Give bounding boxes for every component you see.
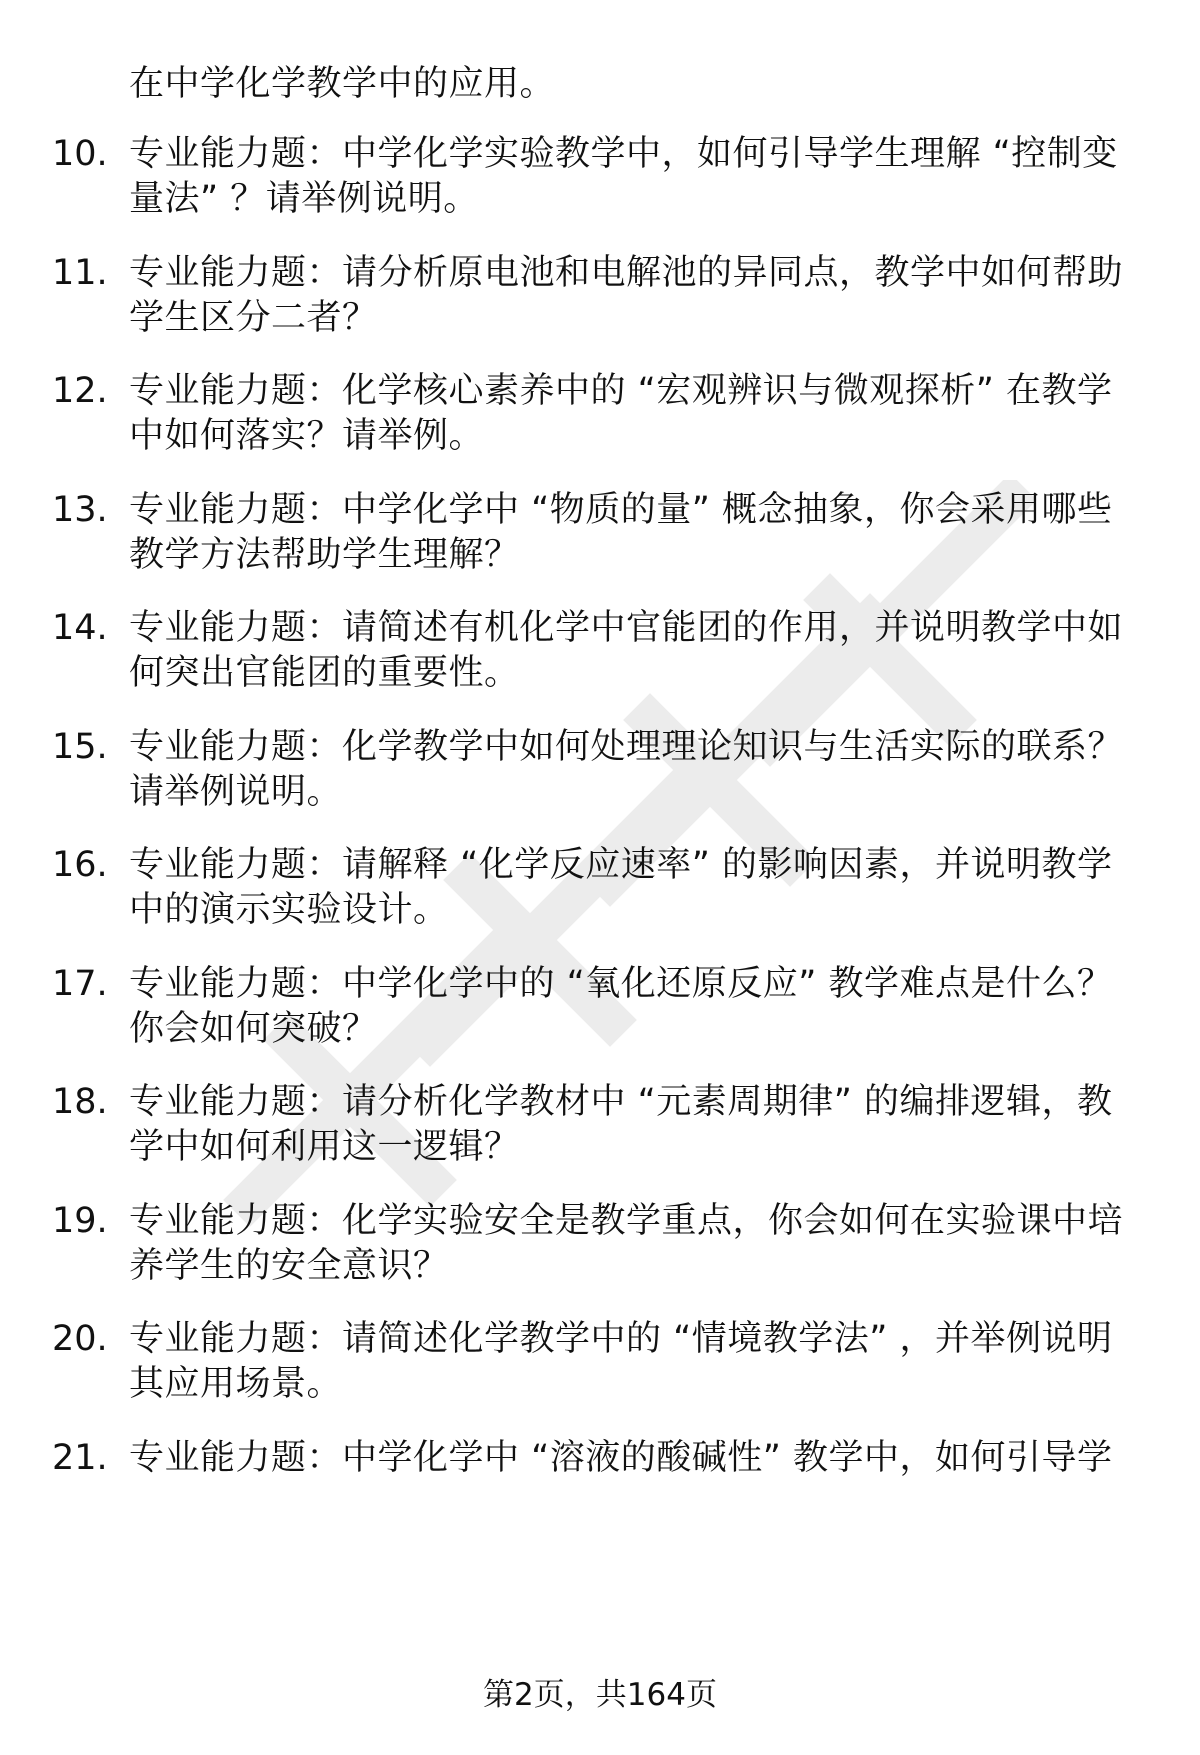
question-text-line-1: 专业能力题：化学教学中如何处理理论知识与生活实际的联系？ [129, 727, 1124, 767]
question-text-line-2: 学生区分二者？ [129, 298, 378, 338]
question-text-line-2: 请举例说明。 [129, 772, 343, 812]
question-text-line-2: 中的演示实验设计。 [129, 890, 449, 930]
question-text-line-2: 养学生的安全意识？ [129, 1246, 449, 1286]
question-text-line-2: 你会如何突破？ [129, 1009, 378, 1049]
question-text-line-2: 量法” ？请举例说明。 [129, 179, 479, 219]
question-text-line-2: 中如何落实？请举例。 [129, 416, 485, 456]
question-text-line-1: 专业能力题：中学化学实验教学中，如何引导学生理解 “控制变 [129, 134, 1118, 174]
question-text-line-1: 专业能力题：请解释 “化学反应速率” 的影响因素，并说明教学 [129, 845, 1113, 885]
question-text-line-2: 何突出官能团的重要性。 [129, 653, 520, 693]
continuation-text: 在中学化学教学中的应用。 [129, 64, 556, 104]
page-footer: 第2页，共164页 [483, 1677, 717, 1713]
question-number: 12. [52, 371, 108, 411]
question-number: 14. [52, 608, 108, 648]
question-text-line-1: 专业能力题：化学核心素养中的 “宏观辨识与微观探析” 在教学 [129, 371, 1113, 411]
question-number: 15. [52, 727, 108, 767]
question-number: 16. [52, 845, 108, 885]
question-text-line-1: 专业能力题：中学化学中 “物质的量” 概念抽象，你会采用哪些 [129, 490, 1113, 530]
question-number: 13. [52, 490, 108, 530]
question-text-line-2: 教学方法帮助学生理解？ [129, 535, 520, 575]
question-text-line-1: 专业能力题：请分析化学教材中 “元素周期律” 的编排逻辑，教 [129, 1082, 1113, 1122]
question-number: 10. [52, 134, 108, 174]
question-number: 19. [52, 1201, 108, 1241]
question-text-line-2: 学中如何利用这一逻辑？ [129, 1127, 520, 1167]
question-text-line-1: 专业能力题：中学化学中 “溶液的酸碱性” 教学中，如何引导学 [129, 1438, 1113, 1478]
question-text-line-1: 专业能力题：化学实验安全是教学重点，你会如何在实验课中培 [129, 1201, 1124, 1241]
question-text-line-1: 专业能力题：请简述化学教学中的 “情境教学法” ，并举例说明 [129, 1319, 1113, 1359]
question-text-line-1: 专业能力题：中学化学中的 “氧化还原反应” 教学难点是什么？ [129, 964, 1113, 1004]
question-number: 18. [52, 1082, 108, 1122]
question-text-line-1: 专业能力题：请简述有机化学中官能团的作用，并说明教学中如 [129, 608, 1124, 648]
question-number: 11. [52, 253, 108, 293]
question-number: 17. [52, 964, 108, 1004]
question-number: 20. [52, 1319, 108, 1359]
question-text-line-1: 专业能力题：请分析原电池和电解池的异同点，教学中如何帮助 [129, 253, 1124, 293]
question-text-line-2: 其应用场景。 [129, 1364, 343, 1404]
question-number: 21. [52, 1438, 108, 1478]
